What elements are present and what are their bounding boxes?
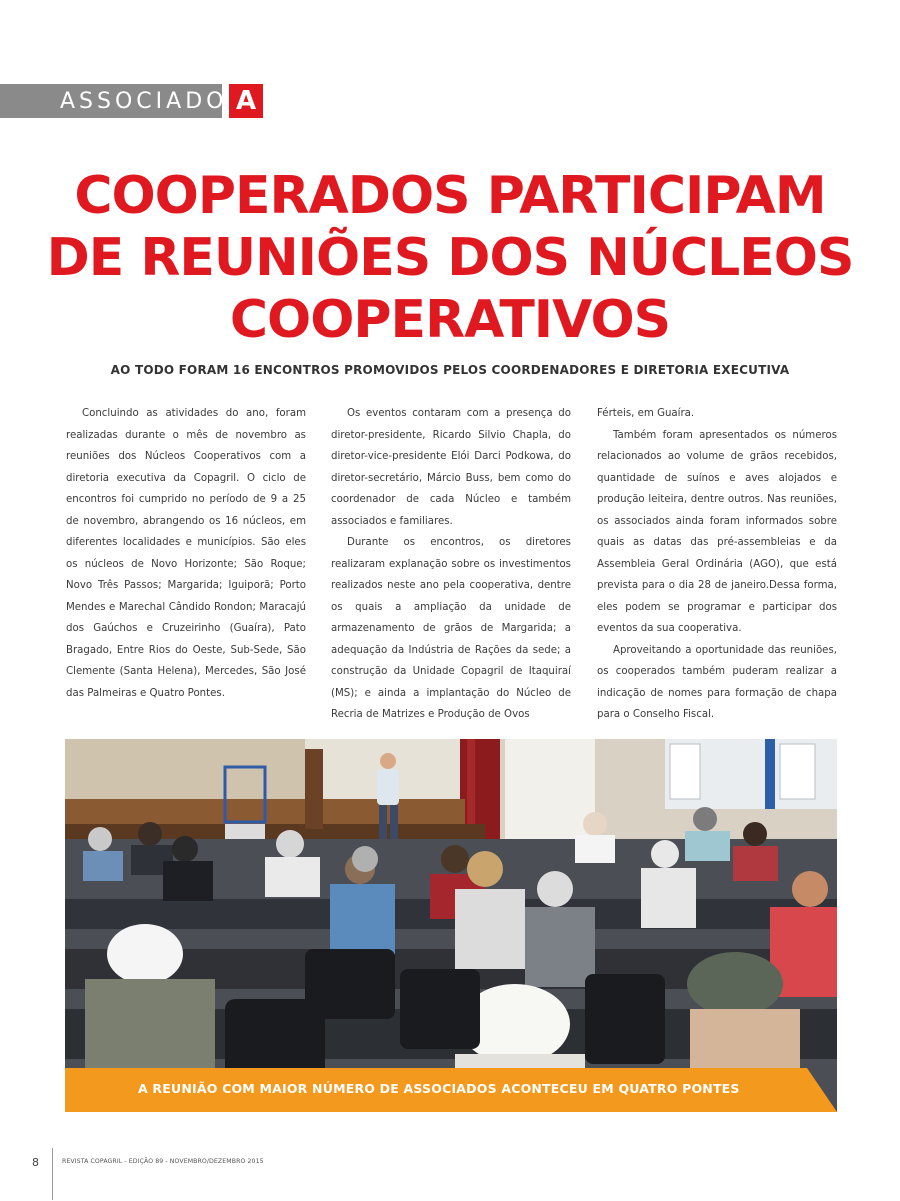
- body-column-2: [331, 403, 571, 726]
- footer-divider: [52, 1148, 53, 1200]
- footer-publication: REVISTA COPAGRIL - EDIÇÃO 89 - NOVEMBRO/DEZEMBRO 2015: [62, 1158, 264, 1165]
- body-paragraph: Os eventos contaram com a presença do diretor-presidente, Ricardo Silvio Chapla, do diretor-vice-presidente Elói Darci Podkowa, do diretor-secretário, Márcio Buss, bem como do coordenador de cada Núcleo e também associados e familiares.: [331, 408, 571, 527]
- body-column-3: [597, 403, 837, 726]
- headline-line-3: COOPERATIVOS: [229, 290, 671, 350]
- headline-line-1: COOPERADOS PARTICIPAM: [74, 166, 826, 226]
- page-number: 8: [32, 1156, 39, 1169]
- article-subhead: AO TODO FORAM 16 ENCONTROS PROMOVIDOS PELOS COORDENADORES E DIRETORIA EXECUTIVA: [110, 363, 790, 377]
- section-label: ASSOCIADO: [60, 89, 228, 114]
- headline-line-2: DE REUNIÕES DOS NÚCLEOS: [46, 228, 854, 288]
- article-headline: [40, 165, 860, 351]
- section-letter-badge: [229, 84, 263, 118]
- section-letter: A: [235, 86, 257, 116]
- body-paragraph: Concluindo as atividades do ano, foram realizadas durante o mês de novembro as reuniões dos Núcleos Cooperativos com a diretoria executiva da Copagril. O ciclo de encontros foi cumprido no período de 9 a 25 de novembro, abrangendo os 16 núcleos, em diferentes localidades e municípios. São eles os núcleos de Novo Horizonte; São Roque; Novo Três Passos; Margarida; Iguiporã; Porto Mendes e Marechal Cândido Rondon; Maracajú dos Gaúchos e Cruzeirinho (Guaíra), Pato Bragado, Entre Rios do Oeste, Sub-Sede, São Clemente (Santa Helena), Mercedes, São José das Palmeiras e Quatro Pontes.: [66, 408, 306, 699]
- body-paragraph: Aproveitando a oportunidade das reuniões, os cooperados também puderam realizar a indicação de nomes para formação de chapa para o Conselho Fiscal.: [597, 644, 837, 720]
- body-paragraph: Também foram apresentados os números relacionados ao volume de grãos recebidos, quantidade de suínos e aves alojados e produção leiteira, dentre outros. Nas reuniões, os associados ainda foram informados sobre quais as datas das pré-assembleias e da Assembleia Geral Ordinária (AGO), que está prevista para o dia 28 de janeiro.Dessa forma, eles podem se programar e participar dos eventos da sua cooperativa.: [597, 429, 837, 634]
- body-paragraph: Durante os encontros, os diretores realizaram explanação sobre os investimentos realizados neste ano pela cooperativa, dentre os quais a ampliação da unidade de armazenamento de grãos de Margarida; a adequação da Indústria de Rações da sede; a construção da Unidade Copagril de Itaquiraí (MS); e ainda a implantação do Núcleo de Recria de Matrizes e Produção de Ovos: [331, 537, 571, 720]
- meeting-photo-illustration: [65, 739, 837, 1112]
- photo-caption: A REUNIÃO COM MAIOR NÚMERO DE ASSOCIADOS ACONTECEU EM QUATRO PONTES: [138, 1081, 740, 1096]
- meeting-photo: [65, 739, 837, 1112]
- body-column-1: [66, 403, 306, 704]
- body-paragraph: Férteis, em Guaíra.: [597, 408, 695, 419]
